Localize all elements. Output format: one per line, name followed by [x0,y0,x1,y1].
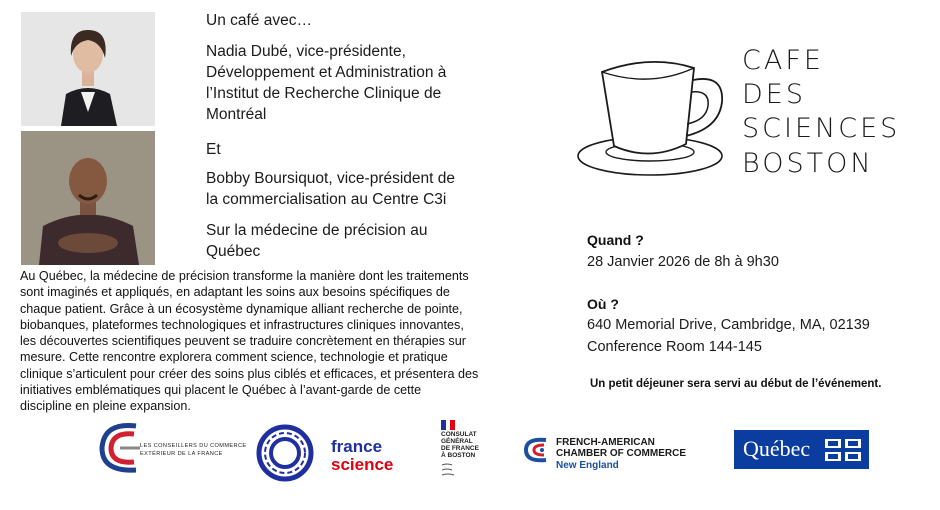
logo-text-boston: BOSTON [742,148,874,179]
faccc-line3: New England [556,460,619,471]
description-line: biobanques, plateformes technologiques et infrastructures cliniques innovantes, [20,317,464,332]
guest2-description [206,168,526,210]
guest2-line: la commercialisation au Centre C3i [206,191,447,208]
when-label: Quand ? [587,232,644,248]
fleur-de-lis-flag-icon [825,439,861,461]
topic-line: Québec [206,243,261,260]
coffee-cup-icon [572,44,732,184]
description-line: les découvertes scientifiques peuvent se traduire concrètement en thérapies sur [20,334,466,349]
and-text: Et [206,141,221,158]
faccc-emblem-icon [524,436,550,464]
portrait-woman-image [21,12,155,126]
description-line: mesure. Cette rencontre explorera comment science, technologie et pratique [20,350,448,365]
quebec-logo [734,430,869,469]
portrait-man-image [21,131,155,265]
consulat-line2: GÉNÉRAL [441,438,473,445]
guest1-line: Développement et Administration à [206,64,447,81]
where-room: Conference Room 144-145 [587,339,762,355]
ccef-line1: LES CONSEILLERS DU COMMERCE [140,443,247,449]
logo-text-sciences: SCIENCES [742,113,901,144]
consulat-line3: DE FRANCE [441,445,479,452]
guest2-line: Bobby Boursiquot, vice-président de [206,170,456,187]
guest1-line: Montréal [206,106,267,123]
guest1-line: Nadia Dubé, vice-présidente, [206,43,406,60]
ccef-line2: EXTÉRIEUR DE LA FRANCE [140,451,223,457]
devise-motto-icon [441,462,465,478]
description-paragraph [20,268,530,415]
ccef-emblem-icon [96,418,144,476]
consulat-line1: CONSULAT [441,431,477,438]
description-line: Au Québec, la médecine de précision transforme la manière dont les traitements [20,269,469,283]
guest1-line: l’Institut de Recherche Clinique de [206,85,442,102]
faccc-line2: CHAMBER OF COMMERCE [556,448,686,459]
faccc-line1: FRENCH-AMERICAN [556,437,655,448]
consulat-line4: À BOSTON [441,452,476,459]
description-line: discipline en pleine expansion. [20,399,191,414]
ccef-logo [96,418,246,476]
consulat-logo [436,420,492,482]
france-science-word2: science [331,455,394,474]
logo-text-cafe: CAFE [742,45,824,76]
france-science-logo [331,438,417,478]
breakfast-note: Un petit déjeuner sera servi au début de l’événement. [590,378,882,390]
circle-logo-icon [250,423,320,483]
intro-text: Un café avec… [206,12,312,29]
logo-text-des: DES [742,79,806,110]
description-line: sont imaginés et appliqués, en adaptant les soins aux besoins spécifiques de [20,285,450,300]
description-line: initiatives emblématiques qui placent le Québec à l’avant-garde de cette [20,383,422,398]
where-label: Où ? [587,296,619,312]
photo-nadia-dube [21,12,155,126]
marianne-flag-icon [441,420,455,430]
topic-text [206,220,506,262]
description-line: chaque patient. Grâce à un écosystème dynamique alliant recherche de pointe, [20,301,463,316]
description-line: clinique s’articulent pour créer des soins plus ciblés et efficaces, et présentera des [20,366,479,381]
when-value: 28 Janvier 2026 de 8h à 9h30 [587,254,779,270]
france-science-word1: france [331,437,383,456]
where-address: 640 Memorial Drive, Cambridge, MA, 02139 [587,317,870,333]
photo-bobby-boursiquot [21,131,155,265]
topic-line: Sur la médecine de précision au [206,222,428,239]
faccc-logo [524,432,704,476]
quebec-wordmark: Québec [743,436,811,461]
guest1-description [206,41,526,125]
